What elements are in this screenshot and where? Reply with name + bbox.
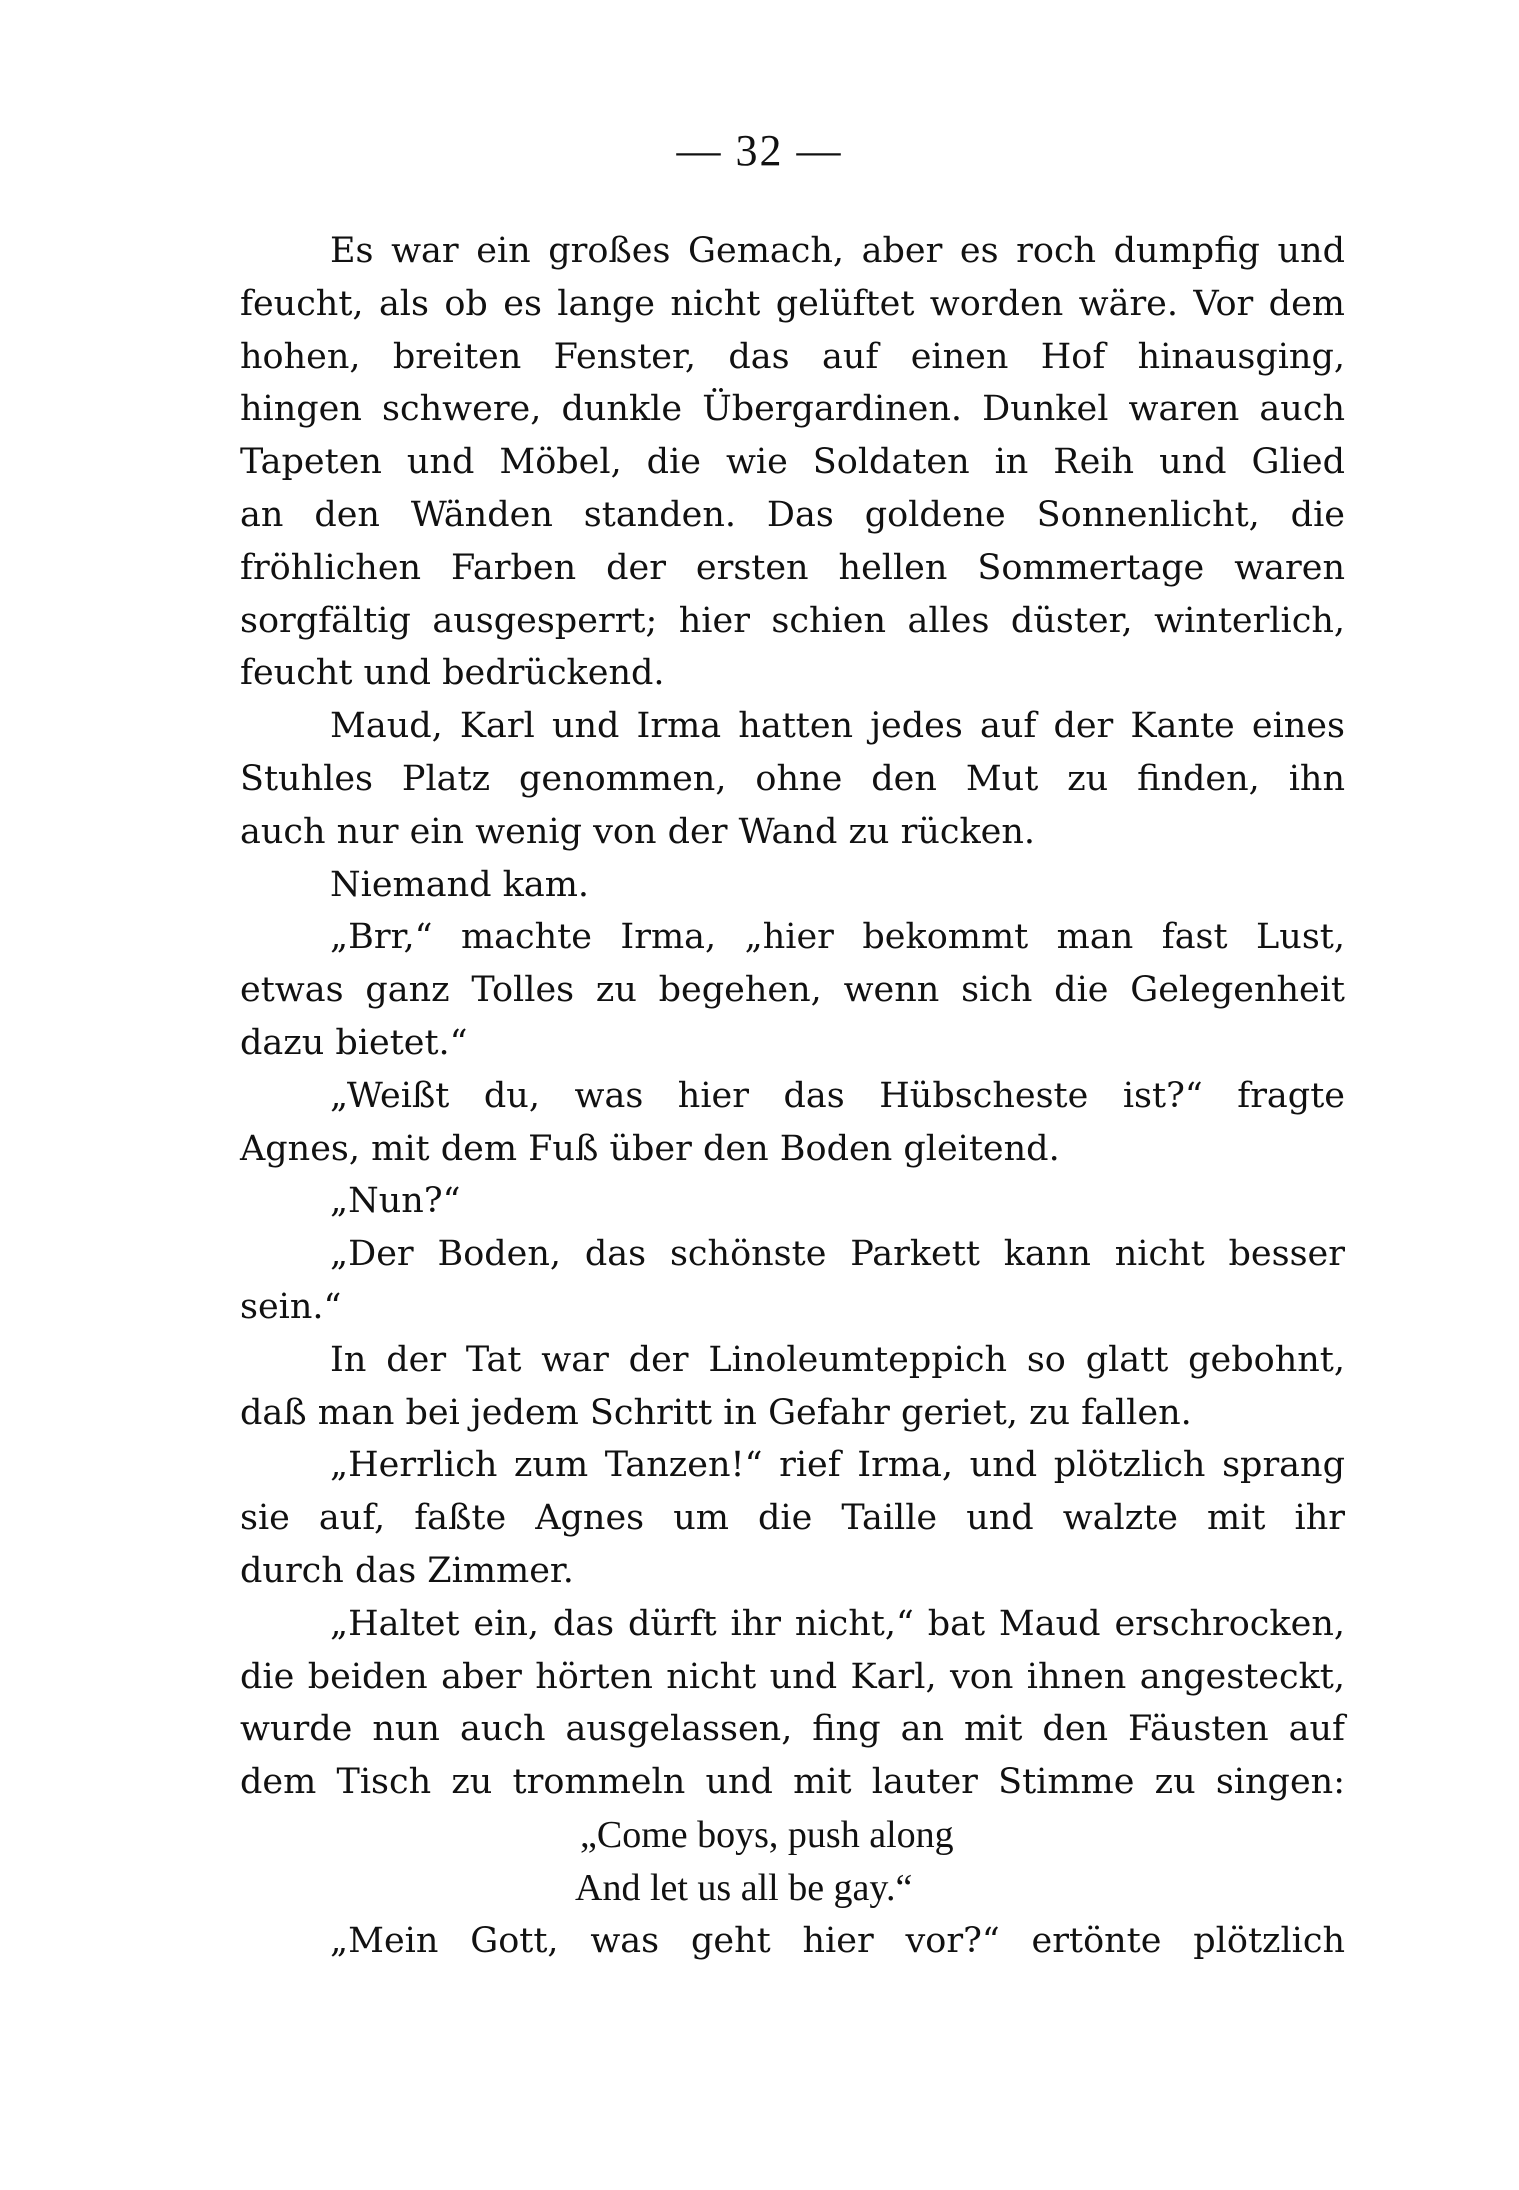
text-line: hohen, breiten Fenster, das auf einen Hof hinausging, <box>240 336 1345 377</box>
text-line: sein.“ <box>240 1286 342 1327</box>
text-line: auch nur ein wenig von der Wand zu rücken. <box>240 811 1036 852</box>
text-line: „Herrlich zum Tanzen!“ rief Irma, und plötzlich sprang <box>330 1445 1345 1486</box>
text-line: In der Tat war der Linoleumteppich so glatt gebohnt, <box>330 1339 1345 1380</box>
text-line: „Mein Gott, was geht hier vor?“ ertönte plötzlich <box>330 1920 1345 1961</box>
text-line: Tapeten und Möbel, die wie Soldaten in Reih und Glied <box>240 442 1345 483</box>
text-line: wurde nun auch ausgelassen, fing an mit den Fäusten auf <box>240 1709 1345 1750</box>
text-line: „Weißt du, was hier das Hübscheste ist?“ fragte <box>330 1075 1345 1116</box>
text-line: sie auf, faßte Agnes um die Taille und walzte mit ihr <box>240 1498 1345 1539</box>
text-line: Agnes, mit dem Fuß über den Boden gleitend. <box>240 1128 1060 1169</box>
text-line: „Haltet ein, das dürft ihr nicht,“ bat Maud erschrocken, <box>330 1603 1345 1644</box>
text-line: Stuhles Platz genommen, ohne den Mut zu finden, ihn <box>240 758 1345 799</box>
text-line: sorgfältig ausgesperrt; hier schien alles düster, winterlich, <box>240 600 1345 641</box>
verse-line: „Come boys, push along <box>580 1813 954 1856</box>
text-line: feucht, als ob es lange nicht gelüftet worden wäre. Vor dem <box>240 283 1345 324</box>
text-line: Maud, Karl und Irma hatten jedes auf der Kante eines <box>330 706 1345 747</box>
text-line: etwas ganz Tolles zu begehen, wenn sich die Gelegenheit <box>240 970 1345 1011</box>
text-line: an den Wänden standen. Das goldene Sonnenlicht, die <box>240 494 1345 535</box>
text-line: „Nun?“ <box>330 1181 461 1222</box>
text-line: fröhlichen Farben der ersten hellen Sommertage waren <box>240 547 1345 588</box>
text-line: feucht und bedrückend. <box>240 653 665 694</box>
text-line: Niemand kam. <box>330 864 590 905</box>
text-line: dazu bietet.“ <box>240 1022 468 1063</box>
text-line: daß man bei jedem Schritt in Gefahr geriet, zu fallen. <box>240 1392 1192 1433</box>
text-line: die beiden aber hörten nicht und Karl, von ihnen angesteckt, <box>240 1656 1345 1697</box>
text-line: hingen schwere, dunkle Übergardinen. Dunkel waren auch <box>240 389 1345 430</box>
verse-line: And let us all be gay.“ <box>575 1866 913 1909</box>
text-line: „Der Boden, das schönste Parkett kann nicht besser <box>330 1234 1345 1275</box>
text-line: dem Tisch zu trommeln und mit lauter Stimme zu singen: <box>240 1762 1345 1803</box>
text-line: „Brr,“ machte Irma, „hier bekommt man fast Lust, <box>330 917 1345 958</box>
page-number: — 32 — <box>676 126 843 175</box>
text-line: Es war ein großes Gemach, aber es roch dumpfig und <box>330 231 1345 271</box>
body-text <box>240 225 1345 1967</box>
text-line: durch das Zimmer. <box>240 1550 574 1591</box>
